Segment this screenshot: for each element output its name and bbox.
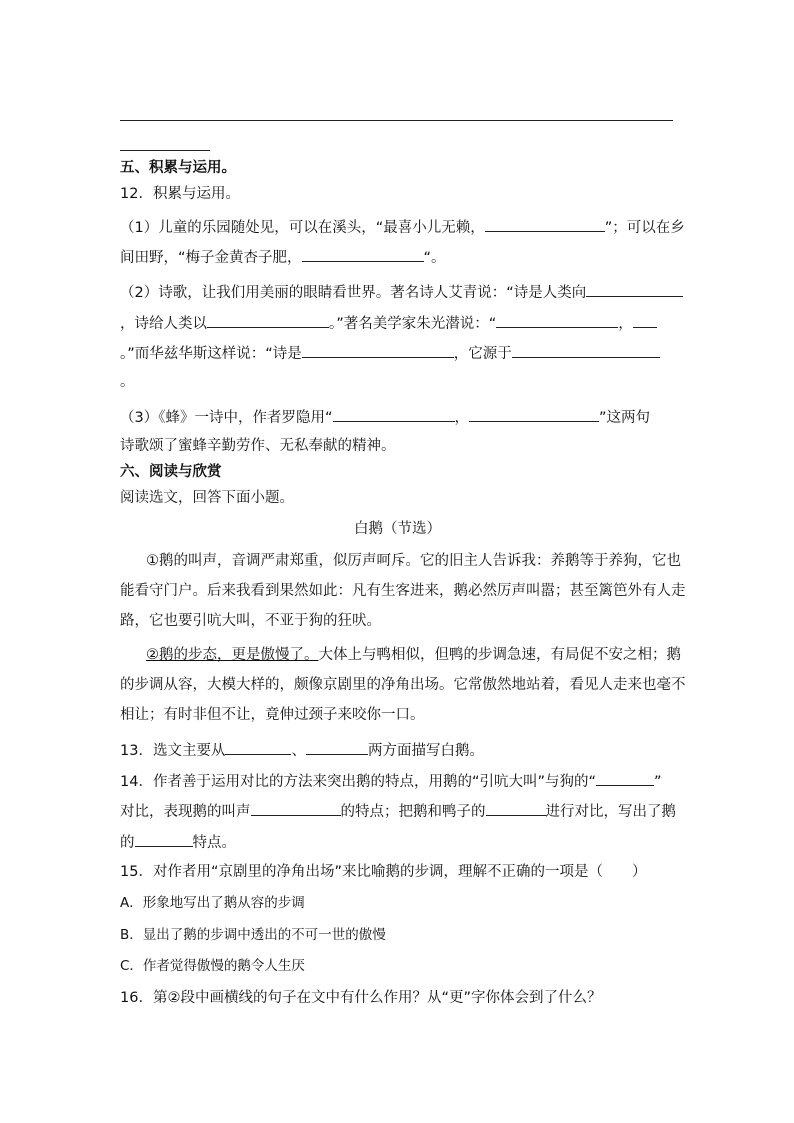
section-5-heading: 五、积累与运用。 — [120, 160, 236, 176]
paragraph-1-line3: 路，它也要引吭大叫，不亚于狗的狂吠。 — [120, 613, 381, 629]
option-a[interactable]: A．形象地写出了鹅从容的步调 — [120, 895, 305, 911]
paragraph-2-line1 — [146, 645, 681, 665]
question-14-line1 — [120, 770, 662, 792]
text: 的特点；把鹅和鸭子的 — [340, 804, 486, 820]
option-b[interactable]: B．显出了鹅的步调中透出的不可一世的傲慢 — [120, 927, 386, 943]
question-12-3-line1 — [120, 406, 650, 428]
text: （3）《蜂》一诗中，作者罗隐用“ — [120, 410, 333, 426]
fill-blank[interactable] — [596, 770, 654, 786]
text: ， — [454, 410, 469, 426]
reading-instruction: 阅读选文，回答下面小题。 — [120, 490, 294, 506]
fill-blank[interactable] — [633, 312, 657, 328]
text: 大体上与鸭相似，但鸭的步调急速，有局促不安之相；鹅 — [318, 647, 681, 663]
question-15: 15．对作者用“京剧里的净角出场”来比喻鹅的步调，理解不正确的一项是（ ） — [120, 864, 647, 880]
paragraph-2-line3: 相让；有时非但不让，竟伸过颈子来咬你一口。 — [120, 707, 425, 723]
fill-blank[interactable] — [485, 216, 605, 232]
text: 特点。 — [192, 835, 236, 851]
text: ，诗给人类以 — [120, 316, 207, 332]
text: “。 — [423, 250, 446, 266]
question-12-title: 12．积累与运用。 — [120, 186, 240, 202]
fill-blank[interactable] — [306, 739, 368, 755]
fill-blank[interactable] — [469, 406, 599, 422]
text: 间田野，“梅子金黄杏子肥， — [120, 250, 302, 266]
fill-blank[interactable] — [586, 281, 683, 297]
question-12-2-line1 — [120, 281, 683, 303]
text: 。”而华兹华斯这样说：“诗是 — [120, 346, 302, 362]
fill-blank[interactable] — [486, 800, 546, 816]
text: （2）诗歌，让我们用美丽的眼睛看世界。著名诗人艾青说：“诗是人类向 — [120, 285, 587, 301]
text: 对比，表现鹅的叫声 — [120, 804, 251, 820]
fill-blank[interactable] — [333, 406, 455, 422]
fill-blank[interactable] — [496, 312, 618, 328]
question-14-line2 — [120, 800, 676, 822]
answer-line — [120, 120, 673, 121]
fill-blank[interactable] — [225, 739, 291, 755]
fill-blank[interactable] — [207, 312, 329, 328]
text: 14．作者善于运用对比的方法来突出鹅的特点，用鹅的“引吭大叫”与狗的“ — [120, 774, 596, 790]
question-12-2-line3 — [120, 342, 660, 364]
text: 13．选文主要从 — [120, 743, 226, 759]
fill-blank[interactable] — [302, 342, 454, 358]
fill-blank[interactable] — [512, 342, 660, 358]
question-12-2-line4: 。 — [120, 374, 135, 390]
text: ”；可以在乡 — [604, 220, 685, 236]
question-14-line3 — [120, 831, 236, 853]
text: ”这两句 — [599, 410, 651, 426]
question-12-1-line2 — [120, 246, 446, 268]
section-6-heading: 六、阅读与欣赏 — [120, 464, 222, 480]
text: 两方面描写白鹅。 — [367, 743, 484, 759]
text: 的 — [120, 835, 135, 851]
text: 。”著名美学家朱光潜说：“ — [329, 316, 497, 332]
answer-line-end — [120, 150, 210, 151]
paragraph-2-line2: 的步调从容，大模大样的，颇像京剧里的净角出场。它常傲然地站着，看见人走来也毫不 — [120, 677, 686, 693]
text: ， — [618, 316, 633, 332]
text: ，它源于 — [453, 346, 512, 362]
text: 、 — [291, 743, 306, 759]
option-c[interactable]: C．作者觉得傲慢的鹅令人生厌 — [120, 958, 305, 974]
article-title: 白鹅（节选） — [354, 521, 441, 537]
text: ” — [653, 774, 662, 790]
underlined-sentence: ②鹅的步态，更是傲慢了。 — [146, 647, 319, 663]
paragraph-1-line2: 能看守门户。后来我看到果然如此：凡有生客进来，鹅必然厉声叫嚣；甚至篱笆外有人走 — [120, 583, 686, 599]
paragraph-1-line1: ①鹅的叫声，音调严肃郑重，似厉声呵斥。它的旧主人告诉我：养鹅等于养狗，它也 — [146, 553, 681, 569]
question-12-3-line2: 诗歌颂了蜜蜂辛勤劳作、无私奉献的精神。 — [120, 438, 396, 454]
question-16: 16．第②段中画横线的句子在文中有什么作用？从“更”字你体会到了什么？ — [120, 990, 602, 1006]
text: （1）儿童的乐园随处见，可以在溪头，“最喜小儿无赖， — [120, 220, 485, 236]
question-12-2-line2 — [120, 312, 657, 334]
question-12-1-line1 — [120, 216, 685, 238]
fill-blank[interactable] — [135, 831, 193, 847]
fill-blank[interactable] — [251, 800, 341, 816]
question-13 — [120, 739, 484, 761]
fill-blank[interactable] — [302, 246, 424, 262]
text: 进行对比，写出了鹅 — [545, 804, 676, 820]
